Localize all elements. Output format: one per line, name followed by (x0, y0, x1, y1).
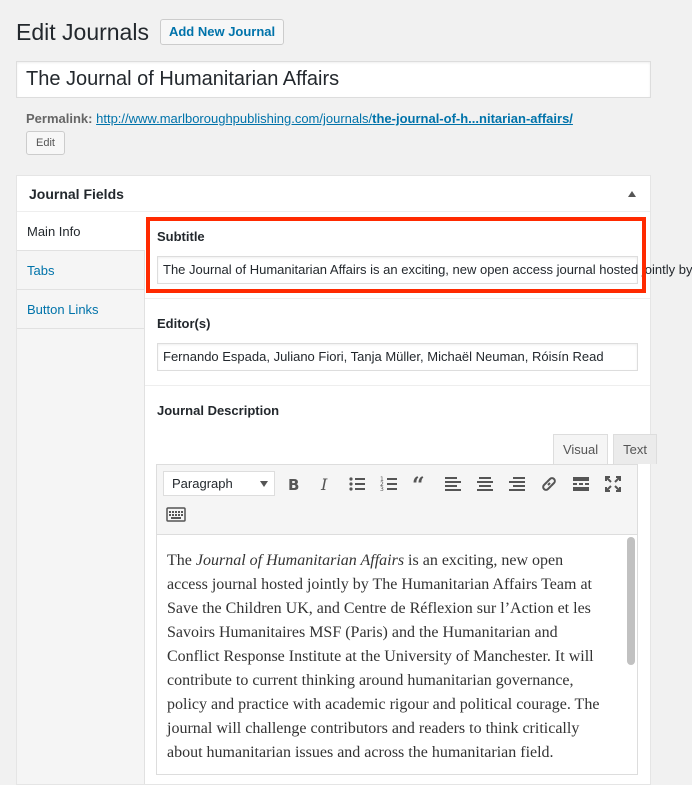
description-text-intro: The (167, 552, 196, 569)
svg-text:1: 1 (380, 476, 384, 483)
description-editor-content[interactable] (156, 535, 638, 775)
bullet-list-icon[interactable] (345, 472, 369, 496)
align-right-icon[interactable] (505, 472, 529, 496)
editor-scrollbar-thumb[interactable] (627, 537, 635, 665)
field-tabs (17, 212, 145, 784)
permalink-row (26, 110, 573, 128)
svg-text:I: I (321, 475, 328, 494)
description-field (157, 403, 279, 418)
bold-icon[interactable] (281, 472, 305, 496)
tab-main-info[interactable]: Main Info (17, 212, 145, 251)
editors-label: Editor(s) (157, 316, 211, 331)
format-select[interactable] (163, 471, 275, 496)
metabox-header[interactable] (17, 176, 650, 212)
post-title-input[interactable]: The Journal of Humanitarian Affairs (16, 61, 651, 98)
page-title: Edit Journals (16, 19, 149, 45)
chevron-down-icon (260, 481, 268, 487)
format-select-value: Paragraph (172, 476, 233, 491)
page-header (16, 16, 284, 48)
fullscreen-icon[interactable] (601, 472, 625, 496)
editors-field (145, 299, 650, 386)
svg-text:3: 3 (380, 486, 384, 493)
svg-text:B: B (288, 476, 300, 494)
link-icon[interactable] (537, 472, 561, 496)
text-tab[interactable]: Text (613, 434, 657, 464)
svg-text:“: “ (412, 473, 425, 499)
permalink-slug: the-journal-of-h...nitarian-affairs/ (372, 111, 573, 126)
add-new-journal-button[interactable]: Add New Journal (160, 19, 284, 45)
numbered-list-icon[interactable] (377, 472, 401, 496)
editors-input[interactable]: Fernando Espada, Juliano Fiori, Tanja Müller, Michaël Neuman, Róisín Read (157, 343, 638, 371)
tab-button-links[interactable]: Button Links (17, 290, 144, 329)
blockquote-icon[interactable] (409, 472, 433, 499)
italic-icon[interactable] (313, 472, 337, 496)
permalink-link[interactable] (96, 111, 573, 126)
metabox-title: Journal Fields (29, 185, 124, 202)
description-text (157, 535, 637, 765)
subtitle-label: Subtitle (157, 229, 205, 244)
align-center-icon[interactable] (473, 472, 497, 496)
toolbar-toggle-icon[interactable] (164, 502, 188, 526)
permalink-label: Permalink: (26, 111, 93, 126)
edit-permalink-button[interactable]: Edit (26, 131, 65, 155)
editor-mode-tabs (548, 434, 657, 464)
collapse-arrow-icon[interactable] (628, 191, 636, 197)
align-left-icon[interactable] (441, 472, 465, 496)
editor-scrollbar[interactable] (627, 537, 635, 774)
description-label: Journal Description (157, 403, 280, 418)
visual-tab[interactable]: Visual (553, 434, 608, 464)
tab-tabs[interactable]: Tabs (17, 251, 144, 290)
svg-text:2: 2 (380, 481, 384, 488)
permalink-base: http://www.marlboroughpublishing.com/journals/ (96, 111, 373, 126)
description-text-italic: Journal of Humanitarian Affairs (195, 552, 405, 569)
editor-toolbar (156, 464, 638, 535)
subtitle-field (145, 212, 692, 299)
read-more-icon[interactable] (569, 472, 593, 496)
subtitle-input[interactable]: The Journal of Humanitarian Affairs is an exciting, new open access journal hosted jointly by (157, 256, 638, 284)
description-text-rest: is an exciting, new open access journal hosted jointly by The Humanitarian Affairs Team at Save the Children UK, and Centre de Réflexion sur l’Action et les Savoirs Humanitaires MSF (Paris) and the Humanitarian and Conflict Response Institute at the University of Manchester. It will contribute to current thinking around humanitarian governance, policy and practice with academic rigour and political courage. The journal will challenge contributors and readers to think critically about humanitarian issues and across the humanitarian field. (167, 552, 600, 761)
